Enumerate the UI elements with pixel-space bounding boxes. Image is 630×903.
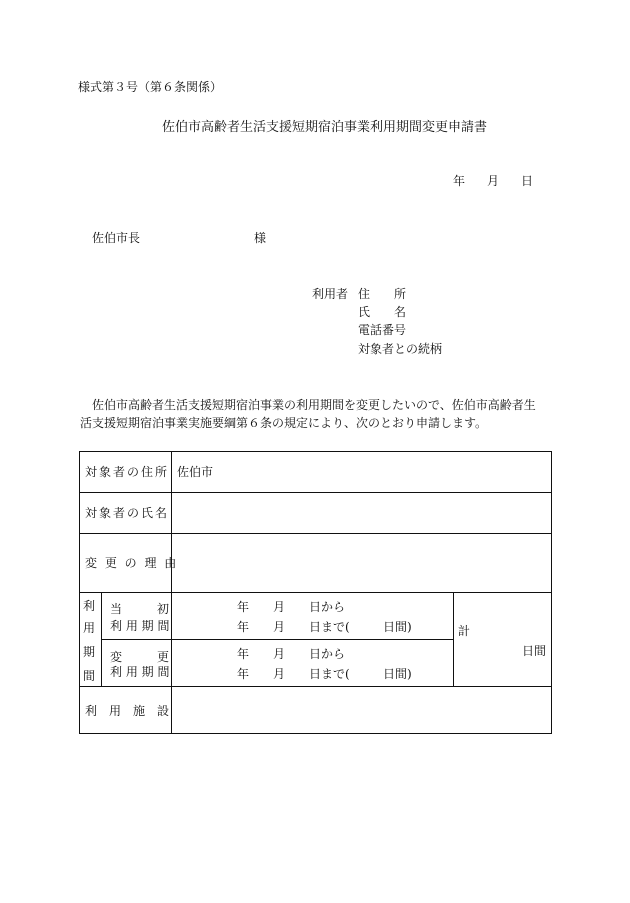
applicant-relation-label: 対象者との続柄 bbox=[358, 342, 443, 356]
initial-label-period: 利 用 期 間 bbox=[110, 619, 170, 633]
changed-start-from: 日から bbox=[309, 647, 346, 661]
changed-label-period: 利 用 期 間 bbox=[110, 665, 170, 679]
changed-end-until: 日まで( bbox=[309, 667, 350, 681]
initial-start-from: 日から bbox=[309, 600, 346, 614]
date-month: 月 bbox=[487, 174, 500, 188]
change-reason-label: 変 更 の 理 由 bbox=[85, 556, 179, 570]
initial-end-until: 日まで( bbox=[309, 620, 350, 634]
initial-start-year: 年 bbox=[237, 600, 250, 614]
target-address-value: 佐伯市 bbox=[177, 465, 214, 479]
date-year: 年 bbox=[453, 174, 466, 188]
change-reason-field[interactable] bbox=[172, 534, 551, 592]
changed-label-b: 更 bbox=[157, 650, 170, 664]
total-label: 計 bbox=[458, 624, 471, 638]
document-title: 佐伯市高齢者生活支援短期宿泊事業利用期間変更申請書 bbox=[162, 120, 488, 135]
initial-days: 日間) bbox=[383, 620, 412, 634]
period-label-char-3: 期 bbox=[83, 645, 96, 659]
addressee-name: 佐伯市長 bbox=[92, 231, 141, 245]
initial-label-b: 初 bbox=[157, 602, 170, 616]
target-name-label: 対象者の氏名 bbox=[85, 506, 170, 520]
total-days-unit: 日間 bbox=[522, 644, 547, 658]
applicant-phone-label: 電話番号 bbox=[358, 323, 407, 337]
body-line-2: 活支援短期宿泊事業実施要綱第６条の規定により、次のとおり申請します。 bbox=[80, 416, 488, 430]
changed-days: 日間) bbox=[383, 667, 412, 681]
changed-end-year: 年 bbox=[237, 667, 250, 681]
period-label-char-4: 間 bbox=[83, 669, 96, 683]
body-line-1: 佐伯市高齢者生活支援短期宿泊事業の利用期間を変更したいので、佐伯市高齢者生 bbox=[92, 398, 536, 412]
applicant-heading: 利用者 bbox=[312, 287, 349, 301]
target-address-label: 対象者の住所 bbox=[85, 465, 170, 479]
facility-label: 利 用 施 設 bbox=[85, 704, 170, 718]
initial-end-month: 月 bbox=[273, 620, 286, 634]
changed-label-a: 変 bbox=[110, 650, 123, 664]
initial-end-year: 年 bbox=[237, 620, 250, 634]
form-number: 様式第３号（第６条関係） bbox=[78, 80, 223, 94]
applicant-name-label: 氏 名 bbox=[358, 305, 407, 319]
date-day: 日 bbox=[521, 174, 534, 188]
changed-end-month: 月 bbox=[273, 667, 286, 681]
facility-field[interactable] bbox=[172, 687, 551, 733]
initial-start-month: 月 bbox=[273, 600, 286, 614]
addressee-honorific: 様 bbox=[254, 231, 267, 245]
period-label-char-2: 用 bbox=[83, 621, 96, 635]
applicant-address-label: 住 所 bbox=[358, 287, 407, 301]
period-label-char-1: 利 bbox=[83, 599, 96, 613]
initial-label-a: 当 bbox=[110, 602, 123, 616]
changed-start-year: 年 bbox=[237, 647, 250, 661]
target-name-field[interactable] bbox=[172, 493, 551, 533]
changed-start-month: 月 bbox=[273, 647, 286, 661]
